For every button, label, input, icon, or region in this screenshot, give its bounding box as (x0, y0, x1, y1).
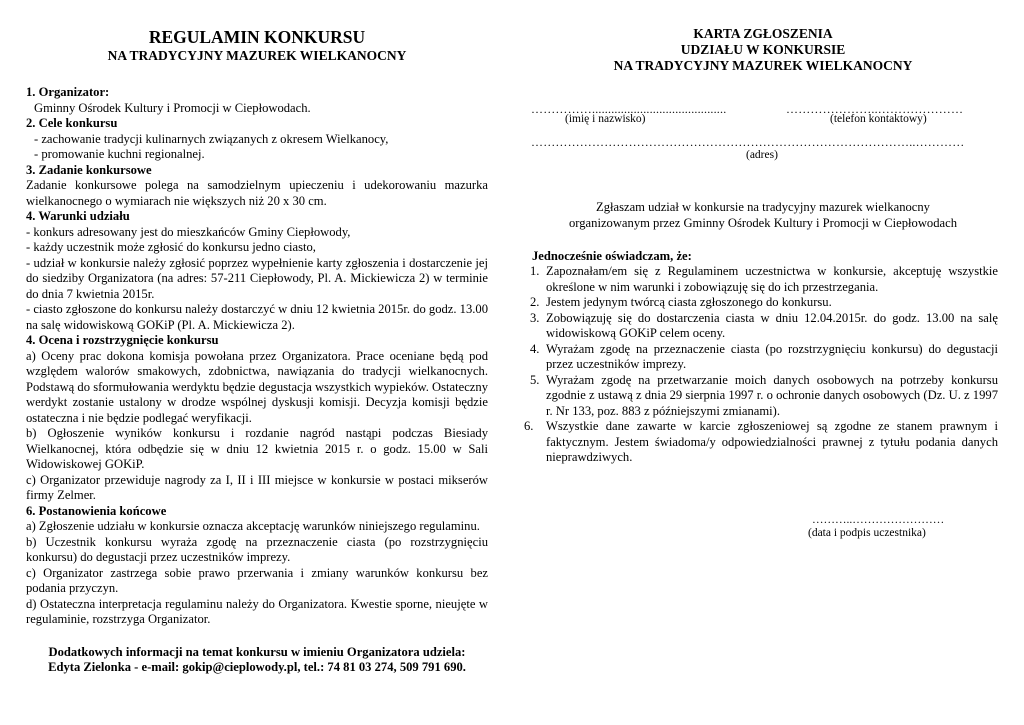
contact-line: Edyta Zielonka - e-mail: gokip@cieplowody.pl, tel.: 74 81 03 274, 509 791 690. (48, 660, 466, 674)
statement-item: 1. Zapoznałam/em się z Regulaminem uczestnictwa w konkursie, akceptuję wszystkie określone w nim warunki i zobowiązuję się do ich przestrzegania. (530, 264, 998, 294)
karta-title (528, 26, 998, 74)
contact-line: Dodatkowych informacji na temat konkursu w imieniu Organizatora udziela: (48, 644, 466, 659)
final-item: b) Uczestnik konkursu wyraża zgodę na przeznaczenie ciasta (po rozstrzygnięciu konkursu) do degustacji przez uczestników imprezy. (26, 534, 488, 564)
section-heading-organizer: 1. Organizator: (26, 85, 110, 99)
name-field[interactable]: …………….......................................... (531, 102, 727, 116)
regulamin-title: REGULAMIN KONKURSU (148, 27, 366, 47)
section-heading-evaluation: 4. Ocena i rozstrzygnięcie konkursu (26, 333, 219, 347)
statement-item: 3. Zobowiązuję się do dostarczenia ciasta w dniu 12.04.2015r. do godz. 13.00 na salę widowiskową GOKiP celem oceny. (530, 310, 998, 340)
declaration (528, 199, 998, 231)
signature-label: (data i podpis uczestnika) (808, 527, 926, 539)
statement-item: 4. Wyrażam zgodę na przeznaczenie ciasta (po rozstrzygnięciu konkursu) do degustacji przez uczestników imprezy. (530, 341, 998, 371)
condition-item: - konkurs adresowany jest do mieszkańców Gminy Ciepłowody, (26, 224, 351, 239)
form-fields (528, 102, 998, 176)
evaluation-item: c) Organizator przewiduje nagrody za I, II i III miejsce w konkursie w postaci mikserów firmy Zelmer. (26, 472, 488, 502)
final-item: d) Ostateczna interpretacja regulaminu należy do Organizatora. Kwestie sporne, nieujęte w regulaminie, rozstrzyga Organizator. (26, 596, 488, 626)
address-field[interactable]: …………………………………………………………………………………..………… (531, 135, 965, 149)
karta-title-line: UDZIAŁU W KONKURSIE (680, 42, 846, 57)
condition-item: - ciasto zgłoszone do konkursu należy dostarczyć w dniu 12 kwietnia 2015r. do godz. 13.00 na salę widowiskową GOKiP (Pl. A. Mickiewicza 2). (26, 302, 489, 332)
regulamin-column (26, 0, 488, 676)
evaluation-item: a) Oceny prac dokona komisja powołana przez Organizatora. Prace oceniane będą pod względem walorów smakowych, zdobnictwa, nawiązania do tradycji wielkanocnych. Podstawą do sformułowania werdyktu będzie degustacja wszystkich wypieków. Ostateczny werdykt zostanie ustalony w drodze wspólnej dyskusji komisji. Decyzja komisji będzie ostateczna i nie będzie podlegać weryfikacji. (26, 348, 488, 425)
goal-item: - zachowanie tradycji kulinarnych związanych z okresem Wielkanocy, (34, 131, 389, 146)
regulamin-subtitle: NA TRADYCYJNY MAZUREK WIELKANOCNY (107, 48, 407, 63)
statements-list (524, 264, 998, 466)
section-heading-conditions: 4. Warunki udziału (26, 209, 130, 223)
karta-title-line: KARTA ZGŁOSZENIA (693, 26, 833, 41)
karta-column (524, 0, 998, 539)
address-label: (adres) (746, 149, 778, 161)
organizer-text: Gminny Ośrodek Kultury i Promocji w Ciepłowodach. (34, 100, 311, 115)
name-label: (imię i nazwisko) (565, 113, 646, 125)
final-item: c) Organizator zastrzega sobie prawo przerwania i zmiany warunków konkursu bez podania przyczyn. (26, 565, 488, 595)
section-heading-final: 6. Postanowienia końcowe (26, 503, 167, 518)
condition-item: - udział w konkursie należy zgłosić poprzez wypełnienie karty zgłoszenia i dostarczenie jej do siedziby Organizatora (na adres: 57-211 Ciepłowody, Pl. A. Mickiewicza 2) w terminie do dnia 7 kwietnia 2015r. (26, 255, 488, 301)
karta-title-line: NA TRADYCYJNY MAZUREK WIELKANOCNY (613, 58, 913, 73)
statement-item: 2. Jestem jedynym twórcą ciasta zgłoszonego do konkursu. (530, 295, 832, 309)
task-text: Zadanie konkursowe polega na samodzielnym upieczeniu i udekorowaniu mazurka wielkanocnego o wymiarach nie większych niż 20 x 30 cm. (26, 178, 488, 208)
regulamin-body (26, 85, 488, 628)
phone-field[interactable]: …………………..………………… (786, 102, 964, 116)
statement-item: 5. Wyrażam zgodę na przetwarzanie moich danych osobowych na potrzeby konkursu zgodnie z ustawą z dnia 29 sierpnia 1997 r. o ochronie danych osobowych (Dz. U. z 1997 r. Nr 133, poz. 883 z późniejszymi zmianami). (530, 372, 998, 418)
goal-item: - promowanie kuchni regionalnej. (34, 147, 205, 161)
contact-info (26, 645, 488, 676)
evaluation-item: b) Ogłoszenie wyników konkursu i rozdanie nagród nastąpi podczas Biesiady Wielkanocnej, która odbędzie się w dniu 12 kwietnia 2015 r. o godz. 15.00 w Sali Widowiskowej GOKiP. (26, 426, 488, 471)
statements-title: Jednocześnie oświadczam, że: (532, 249, 692, 263)
section-heading-goals: 2. Cele konkursu (26, 116, 118, 130)
signature-field[interactable]: ………..…………………… (812, 514, 945, 526)
statement-item: 6. Wszystkie dane zawarte w karcie zgłoszeniowej są zgodne ze stanem prawnym i faktycznym. Jestem świadoma/y odpowiedzialności prawnej z tytułu podania danych nieprawdziwych. (524, 419, 998, 464)
declaration-line: organizowanym przez Gminny Ośrodek Kultury i Promocji w Ciepłowodach (569, 216, 957, 230)
section-heading-task: 3. Zadanie konkursowe (26, 162, 152, 177)
declaration-line: Zgłaszam udział w konkursie na tradycyjny mazurek wielkanocny (596, 200, 930, 214)
phone-label: (telefon kontaktowy) (830, 113, 927, 125)
final-item: a) Zgłoszenie udziału w konkursie oznacza akceptację warunków niniejszego regulaminu. (26, 519, 480, 533)
condition-item: - każdy uczestnik może zgłosić do konkursu jedno ciasto, (26, 240, 316, 254)
